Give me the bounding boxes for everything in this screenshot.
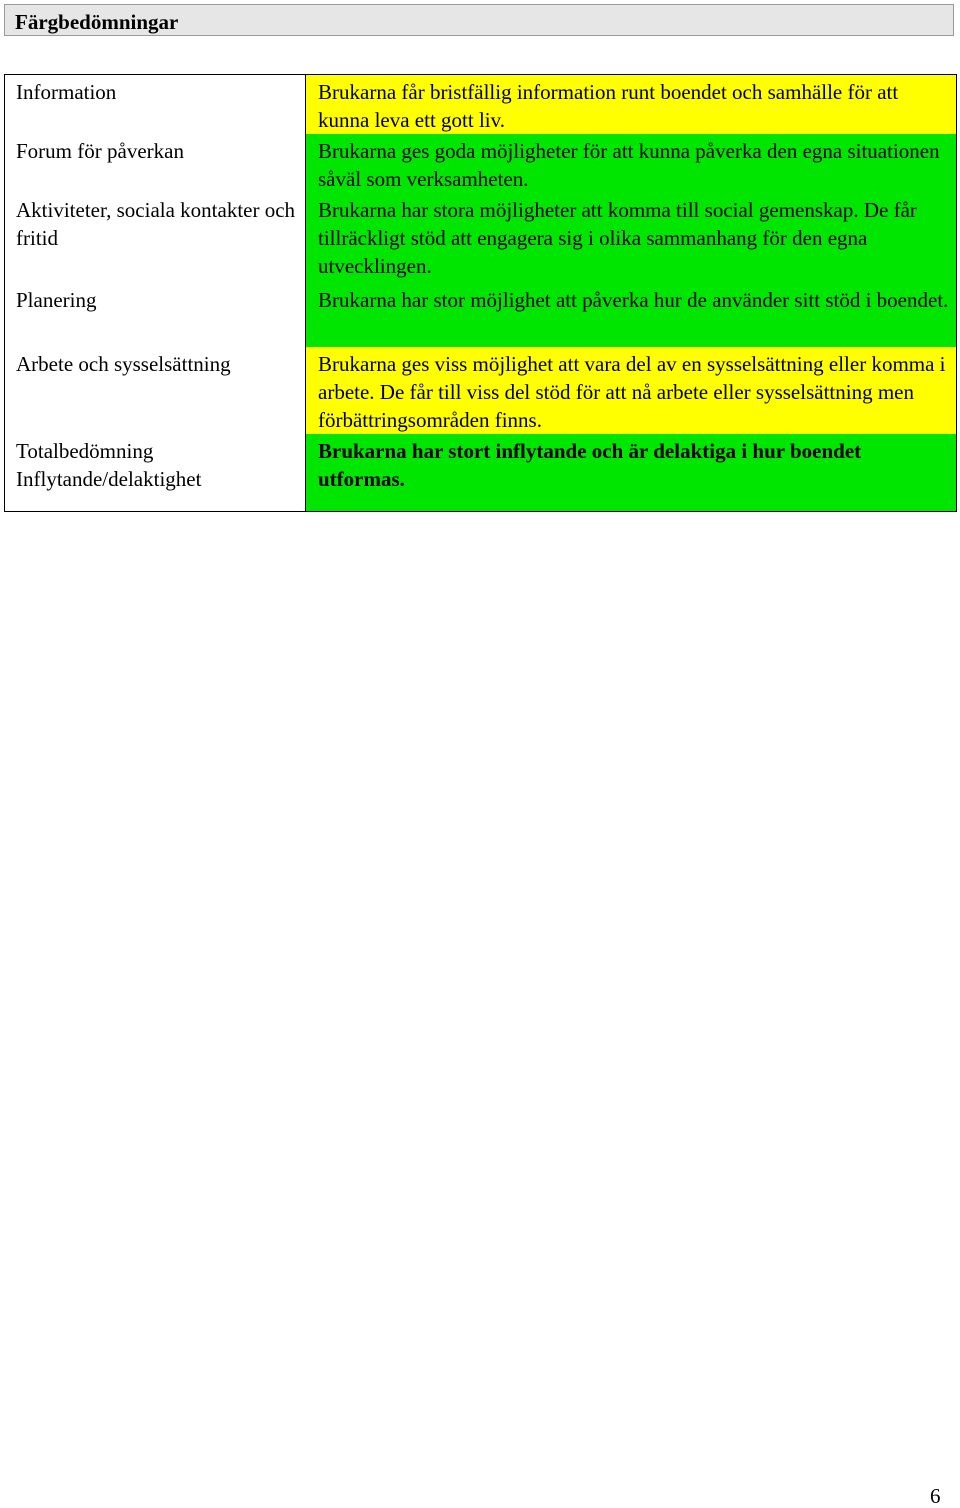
- row-label-activities: Aktiviteter, sociala kontakter och fritid: [5, 193, 306, 283]
- section-heading: Färgbedömningar: [4, 4, 954, 36]
- row-label-planning: Planering: [5, 283, 306, 347]
- row-label-information: Information: [5, 75, 306, 135]
- row-description-total: Brukarna har stort inflytande och är delaktiga i hur boendet utformas.: [306, 434, 957, 511]
- row-label-forum: Forum för påverkan: [5, 134, 306, 193]
- row-description-work: Brukarna ges viss möjlighet att vara del av en sysselsättning eller komma i arbete. De får till viss del stöd för att nå arbete eller sysselsättning men förbättringsområden finns.: [306, 347, 957, 434]
- table-row: [5, 283, 957, 347]
- table-row: [5, 75, 957, 135]
- row-description-information: Brukarna får bristfällig information runt boendet och samhälle för att kunna leva ett gott liv.: [306, 75, 957, 135]
- row-description-activities: Brukarna har stora möjligheter att komma till social gemenskap. De får tillräckligt stöd att engagera sig i olika sammanhang för den egna utvecklingen.: [306, 193, 957, 283]
- row-description-forum: Brukarna ges goda möjligheter för att kunna påverka den egna situationen såväl som verksamheten.: [306, 134, 957, 193]
- table-row: [5, 134, 957, 193]
- row-label-total-line1: Totalbedömning: [16, 439, 154, 463]
- table-row: [5, 347, 957, 434]
- page-number: 6: [930, 1484, 941, 1508]
- row-description-planning: Brukarna har stor möjlighet att påverka hur de använder sitt stöd i boendet.: [306, 283, 957, 347]
- table-row: [5, 434, 957, 511]
- row-label-work: Arbete och sysselsättning: [5, 347, 306, 434]
- row-label-total-line2: Inflytande/delaktighet: [16, 467, 202, 491]
- row-label-total: [5, 434, 306, 511]
- assessment-table: [4, 74, 957, 512]
- table-row: [5, 193, 957, 283]
